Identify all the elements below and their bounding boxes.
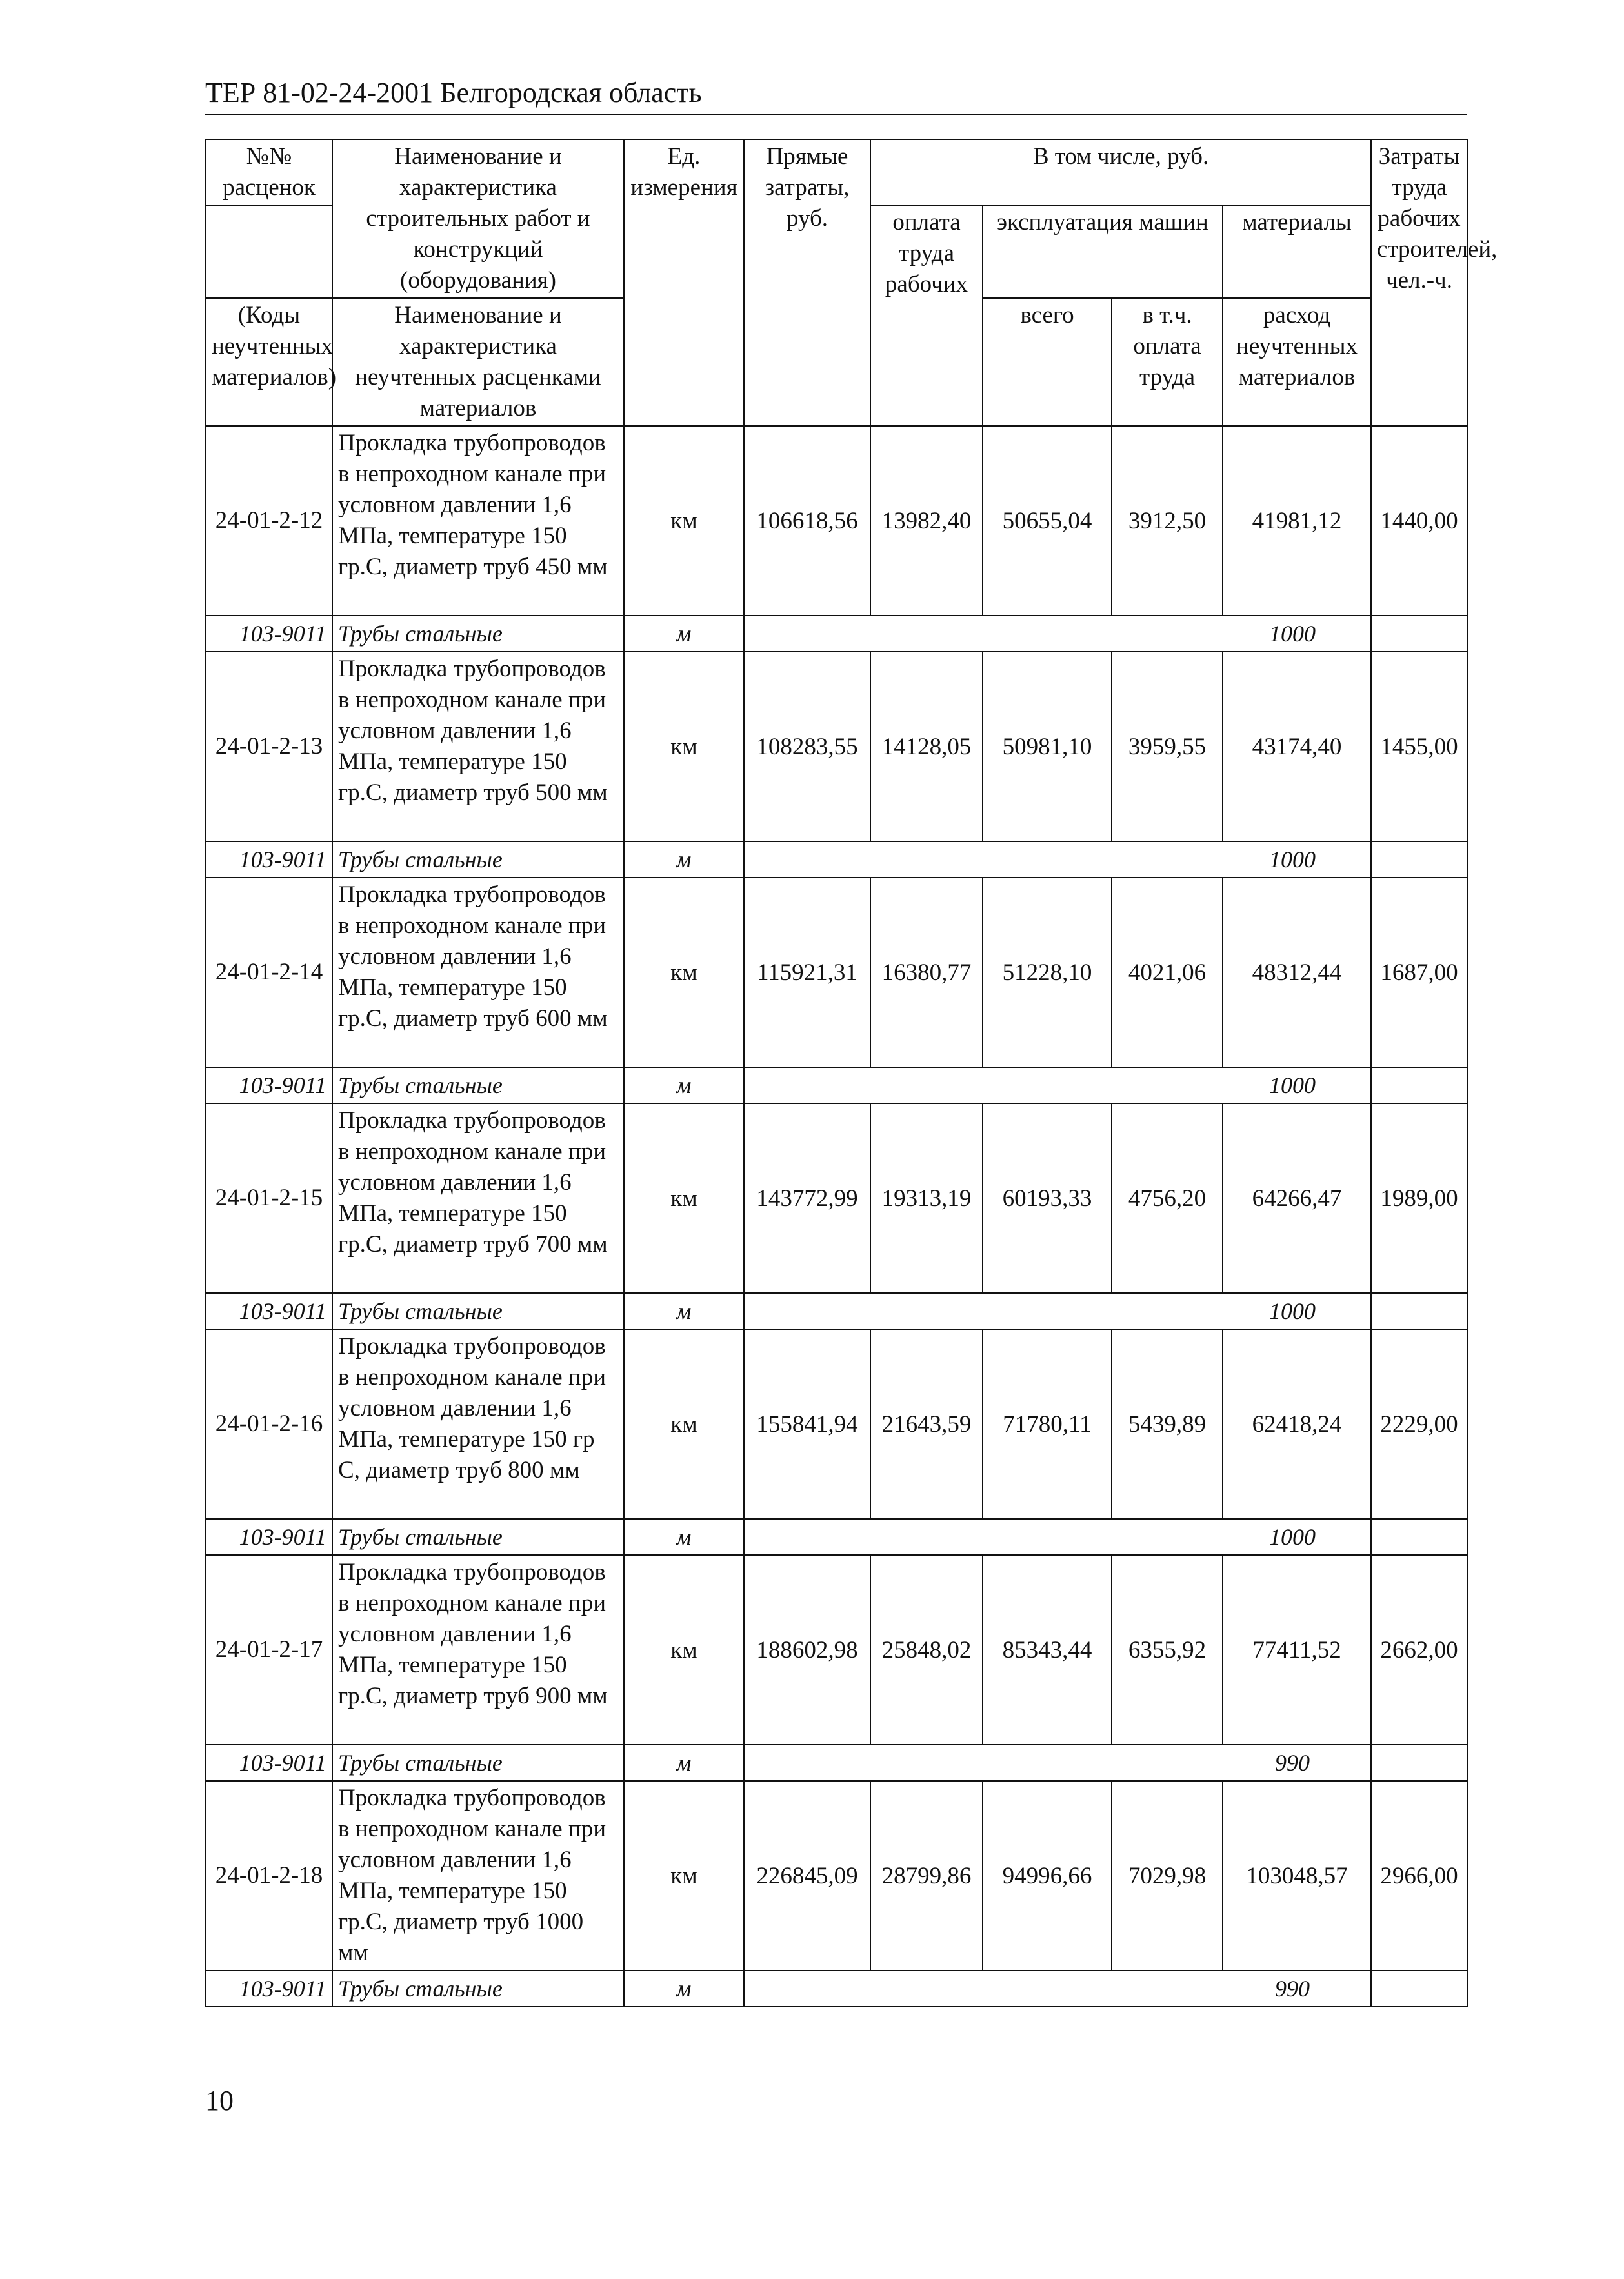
rate-unit: км [624,426,744,616]
rate-direct-costs: 115921,31 [744,878,870,1067]
material-row [206,1067,1467,1103]
header-unit: Ед. измерения [624,139,744,426]
material-row [206,1293,1467,1329]
rate-name: Прокладка трубопроводов в непроходном канале при условном давлении 1,6 МПа, температуре 150 гр.С, диаметр труб 1000 мм [332,1781,624,1971]
rate-labor-pay: 14128,05 [870,652,983,841]
rate-code: 24-01-2-14 [206,878,332,1067]
material-empty-cell [1371,1971,1467,2007]
rate-unit: км [624,878,744,1067]
material-name: Трубы стальные [332,1067,624,1103]
rate-labor-costs: 2229,00 [1371,1329,1467,1519]
rate-direct-costs: 226845,09 [744,1781,870,1971]
material-row [206,1971,1467,2007]
rate-unit: км [624,1555,744,1745]
rate-direct-costs: 188602,98 [744,1555,870,1745]
rate-code: 24-01-2-13 [206,652,332,841]
rate-machines-total: 71780,11 [983,1329,1112,1519]
rate-code: 24-01-2-15 [206,1103,332,1293]
rate-labor-pay: 16380,77 [870,878,983,1067]
header-machines-pay: в т.ч. оплата труда [1112,298,1223,426]
rate-row [206,1781,1467,1971]
rate-direct-costs: 108283,55 [744,652,870,841]
header-name: Наименование и характеристика строительных работ и конструкций (оборудования) [332,139,624,298]
rate-name: Прокладка трубопроводов в непроходном канале при условном давлении 1,6 МПа, температуре 150 гр.С, диаметр труб 700 мм [332,1103,624,1293]
rate-machines-total: 85343,44 [983,1555,1112,1745]
rate-row [206,878,1467,1067]
rate-labor-costs: 1440,00 [1371,426,1467,616]
rate-materials: 64266,47 [1223,1103,1371,1293]
rate-machines-pay: 4756,20 [1112,1103,1223,1293]
rate-machines-total: 50981,10 [983,652,1112,841]
rate-name: Прокладка трубопроводов в непроходном канале при условном давлении 1,6 МПа, температуре 150 гр.С, диаметр труб 500 мм [332,652,624,841]
rate-materials: 62418,24 [1223,1329,1371,1519]
material-name: Трубы стальные [332,1971,624,2007]
material-code: 103-9011 [206,1067,332,1103]
rate-machines-pay: 5439,89 [1112,1329,1223,1519]
rate-materials: 103048,57 [1223,1781,1371,1971]
material-quantity: 1000 [1269,1298,1316,1324]
rate-machines-total: 50655,04 [983,426,1112,616]
material-name: Трубы стальные [332,616,624,652]
material-quantity: 1000 [1269,1072,1316,1098]
rates-table [205,139,1498,2007]
rate-labor-costs: 1989,00 [1371,1103,1467,1293]
material-code: 103-9011 [206,841,332,878]
material-name: Трубы стальные [332,841,624,878]
rate-labor-pay: 13982,40 [870,426,983,616]
material-code: 103-9011 [206,1971,332,2007]
rate-labor-costs: 2662,00 [1371,1555,1467,1745]
material-empty-cell [1371,1293,1467,1329]
rate-materials: 43174,40 [1223,652,1371,841]
rate-machines-pay: 6355,92 [1112,1555,1223,1745]
material-unit: м [624,1067,744,1103]
material-quantity: 990 [1275,1750,1310,1776]
material-empty-cell [1371,616,1467,652]
rate-machines-total: 51228,10 [983,878,1112,1067]
material-quantity-area [744,1067,1371,1103]
material-unit: м [624,1745,744,1781]
rate-labor-pay: 28799,86 [870,1781,983,1971]
rate-labor-pay: 25848,02 [870,1555,983,1745]
header-material-codes: (Коды неучтенных материалов) [206,298,332,426]
material-unit: м [624,841,744,878]
material-row [206,1519,1467,1555]
header-code-spacer [206,205,332,298]
material-name: Трубы стальные [332,1745,624,1781]
rate-materials: 41981,12 [1223,426,1371,616]
material-quantity-area [744,1519,1371,1555]
rate-code: 24-01-2-17 [206,1555,332,1745]
header-machines-total: всего [983,298,1112,426]
rate-direct-costs: 106618,56 [744,426,870,616]
material-quantity: 1000 [1269,847,1316,872]
rate-unit: км [624,1329,744,1519]
rate-machines-pay: 7029,98 [1112,1781,1223,1971]
rate-machines-pay: 3959,55 [1112,652,1223,841]
material-empty-cell [1371,1067,1467,1103]
material-unit: м [624,1519,744,1555]
material-code: 103-9011 [206,616,332,652]
material-unit: м [624,1293,744,1329]
rate-code: 24-01-2-12 [206,426,332,616]
rate-labor-pay: 21643,59 [870,1329,983,1519]
header-direct-costs: Прямые затраты, руб. [744,139,870,426]
material-unit: м [624,1971,744,2007]
rate-machines-pay: 4021,06 [1112,878,1223,1067]
rate-labor-pay: 19313,19 [870,1103,983,1293]
header-materials: материалы [1223,205,1371,298]
material-row [206,1745,1467,1781]
rate-labor-costs: 1687,00 [1371,878,1467,1067]
material-quantity: 1000 [1269,621,1316,647]
rate-machines-pay: 3912,50 [1112,426,1223,616]
material-empty-cell [1371,841,1467,878]
rate-labor-costs: 2966,00 [1371,1781,1467,1971]
rate-code: 24-01-2-18 [206,1781,332,1971]
rate-row [206,1555,1467,1745]
material-quantity-area [744,616,1371,652]
material-name: Трубы стальные [332,1519,624,1555]
header-labor-costs: Затраты труда рабочих строителей, чел.-ч. [1371,139,1467,426]
material-name: Трубы стальные [332,1293,624,1329]
document-header: ТЕР 81-02-24-2001 Белгородская область [205,79,1467,115]
rate-row [206,1329,1467,1519]
rate-code: 24-01-2-16 [206,1329,332,1519]
page-number: 10 [205,2085,234,2116]
header-material-name: Наименование и характеристика неучтенных расценками материалов [332,298,624,426]
rate-machines-total: 60193,33 [983,1103,1112,1293]
material-code: 103-9011 [206,1519,332,1555]
material-row [206,616,1467,652]
rate-name: Прокладка трубопроводов в непроходном канале при условном давлении 1,6 МПа, температуре 150 гр С, диаметр труб 800 мм [332,1329,624,1519]
rate-name: Прокладка трубопроводов в непроходном канале при условном давлении 1,6 МПа, температуре 150 гр.С, диаметр труб 900 мм [332,1555,624,1745]
material-empty-cell [1371,1519,1467,1555]
header-code: №№ расценок [206,139,332,205]
material-quantity-area [744,1293,1371,1329]
rate-materials: 77411,52 [1223,1555,1371,1745]
rate-unit: км [624,652,744,841]
rate-unit: км [624,1781,744,1971]
rate-unit: км [624,1103,744,1293]
header-machines: эксплуатация машин [983,205,1223,298]
rate-name: Прокладка трубопроводов в непроходном канале при условном давлении 1,6 МПа, температуре 150 гр.С, диаметр труб 600 мм [332,878,624,1067]
header-labor-pay: оплата труда рабочих [870,205,983,426]
rate-labor-costs: 1455,00 [1371,652,1467,841]
material-code: 103-9011 [206,1293,332,1329]
material-quantity-area [744,1971,1371,2007]
material-quantity-area [744,841,1371,878]
material-quantity: 1000 [1269,1524,1316,1550]
rate-row [206,426,1467,616]
material-quantity: 990 [1275,1976,1310,2002]
material-row [206,841,1467,878]
rate-materials: 48312,44 [1223,878,1371,1067]
material-unit: м [624,616,744,652]
rate-row [206,652,1467,841]
rate-row [206,1103,1467,1293]
header-including: В том числе, руб. [870,139,1371,205]
rate-name: Прокладка трубопроводов в непроходном канале при условном давлении 1,6 МПа, температуре 150 гр.С, диаметр труб 450 мм [332,426,624,616]
material-quantity-area [744,1745,1371,1781]
rate-direct-costs: 143772,99 [744,1103,870,1293]
rate-direct-costs: 155841,94 [744,1329,870,1519]
header-material-consumption: расход неучтенных материалов [1223,298,1371,426]
material-code: 103-9011 [206,1745,332,1781]
rate-machines-total: 94996,66 [983,1781,1112,1971]
material-empty-cell [1371,1745,1467,1781]
